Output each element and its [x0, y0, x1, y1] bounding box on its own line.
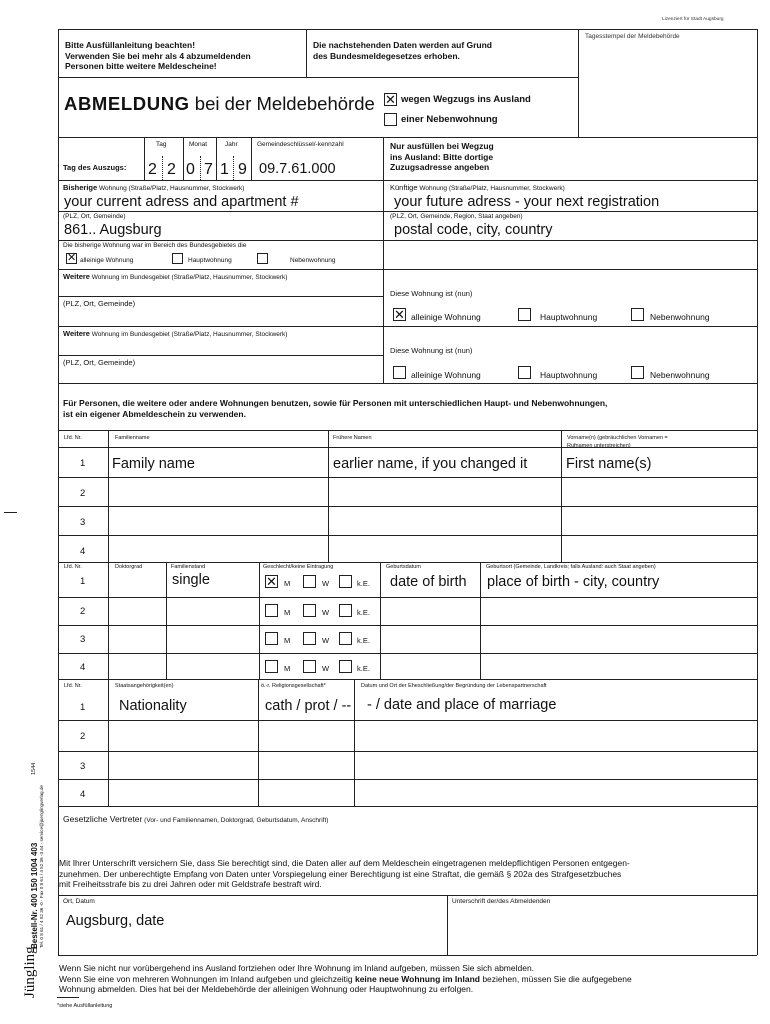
further-2-secondary-label: Nebenwohnung — [650, 370, 710, 380]
frame-right — [757, 29, 758, 904]
reason-secondary-label: einer Nebenwohnung — [401, 114, 498, 125]
further-city-1-label: (PLZ, Ort, Gemeinde) — [63, 299, 136, 308]
gender-m-checkbox[interactable]: ✕ — [266, 574, 277, 589]
names-row-nr: 3 — [80, 517, 86, 528]
details-header-degree: Doktorgrad — [115, 564, 143, 570]
previous-main-label: Hauptwohnung — [188, 257, 232, 264]
guardian-label: Gesetzliche Vertreter (Vor- und Familiennamen, Doktorgrad, Geburtsdatum, Anschrift) — [63, 814, 329, 824]
previous-secondary-checkbox[interactable] — [257, 253, 268, 264]
move-day-digit-2[interactable]: 2 — [167, 161, 176, 178]
month-label: Monat — [189, 141, 208, 148]
details-header-gender: Geschlecht/keine Eintragung — [263, 564, 334, 570]
nationality-row-nr: 1 — [80, 702, 86, 713]
religion-field[interactable]: cath / prot / -- — [265, 698, 352, 714]
reason-secondary-checkbox[interactable] — [384, 113, 397, 126]
legal-basis-text: Die nachstehenden Daten werden auf Grund des Bundesmeldegesetzes erhoben. — [313, 40, 493, 61]
nationality-header-marriage: Datum und Ort der Eheschließung/der Begründung der Lebenspartnerschaft — [361, 683, 547, 689]
move-year-digit-1[interactable]: 1 — [220, 161, 229, 178]
further-2-main-label: Hauptwohnung — [540, 370, 598, 380]
gender-m-label: M — [284, 608, 291, 617]
day-label: Tag — [156, 141, 167, 148]
marital-status-field[interactable]: single — [172, 572, 210, 588]
gender-w-label: W — [322, 608, 330, 617]
previous-sole-label: alleinige Wohnung — [80, 257, 134, 264]
persons-note: Für Personen, die weitere oder andere Wohnungen benutzen, sowie für Personen mit unterschiedlichen Haupt- und Nebenwohnungen, ist ein eigener Abmeldeschein zu verwenden. — [63, 398, 608, 419]
details-row-nr: 1 — [80, 576, 86, 587]
gender-m-checkbox[interactable] — [265, 604, 278, 617]
gender-w-label: W — [322, 579, 330, 588]
gender-m-label: M — [284, 664, 291, 673]
previous-secondary-label: Nebenwohnung — [290, 257, 336, 264]
previous-sole-checkbox[interactable]: ✕ — [67, 252, 77, 264]
gender-m-label: M — [284, 636, 291, 645]
reason-abroad-checkbox[interactable]: ✕ — [385, 92, 396, 107]
form-title: ABMELDUNG bei der Meldebehörde — [64, 93, 375, 114]
gender-ke-label: k.E. — [357, 664, 370, 673]
license-note: Lizenziert für Stadt Augsburg — [662, 17, 724, 22]
nationality-header-religion: ö.-r. Religionsgesellschaft* — [261, 683, 326, 689]
publisher-contact: Tel. 0 8 61 / 4 52 36 -0 · Fax 0 8 61 / 4 52 36 -3 44 · service@juenglingverlag.de — [39, 785, 44, 948]
further-1-sole-checkbox[interactable]: ✕ — [394, 307, 405, 322]
abroad-note: Nur ausfüllen bei Wegzug ins Ausland: Bitte dortige Zuzugsadresse angeben — [390, 141, 494, 172]
marriage-field[interactable]: - / date and place of marriage — [367, 697, 557, 713]
birthplace-field[interactable]: place of birth - city, country — [487, 574, 660, 590]
details-header-birthdate: Geburtsdatum — [386, 564, 421, 570]
move-day-digit-1[interactable]: 2 — [148, 161, 157, 178]
further-1-main-checkbox[interactable] — [518, 308, 531, 321]
names-row-nr: 1 — [80, 458, 86, 469]
further-1-sole-label: alleinige Wohnung — [411, 312, 481, 322]
future-city-field[interactable]: postal code, city, country — [394, 222, 553, 238]
names-row-nr: 4 — [80, 546, 86, 557]
birthdate-field[interactable]: date of birth — [390, 574, 467, 590]
move-month-digit-1[interactable]: 0 — [186, 161, 195, 178]
family-name-field[interactable]: Family name — [112, 456, 195, 472]
further-city-2-label: (PLZ, Ort, Gemeinde) — [63, 358, 136, 367]
nationality-header-nationality: Staatsangehörigkeit(en) — [115, 683, 174, 689]
nationality-header-nr: Lfd. Nr. — [64, 683, 82, 689]
details-header-birthplace: Geburtsort (Gemeinde, Landkreis; falls Ausland: auch Staat angeben) — [486, 564, 656, 570]
gender-ke-label: k.E. — [357, 636, 370, 645]
future-street-field[interactable]: your future adress - your next registration — [394, 194, 660, 210]
names-header-family: Familienname — [115, 435, 150, 441]
names-header-former: Frühere Namen — [333, 435, 372, 441]
gender-m-label: M — [284, 579, 291, 588]
year-label: Jahr — [225, 141, 238, 148]
move-year-digit-2[interactable]: 9 — [238, 161, 247, 178]
form-code: 1544 — [31, 762, 37, 775]
names-row-nr: 2 — [80, 488, 86, 499]
instructions-text: Bitte Ausfüllanleitung beachten! Verwenden Sie bei mehr als 4 abzumeldenden Personen bitte weitere Meldescheine! — [65, 40, 251, 71]
previous-type-question: Die bisherige Wohnung war im Bereich des Bundesgebietes die — [63, 242, 247, 249]
gender-ke-checkbox[interactable] — [339, 575, 352, 588]
gender-w-label: W — [322, 664, 330, 673]
previous-city-label: (PLZ, Ort, Gemeinde) — [63, 213, 126, 220]
place-date-label: Ort, Datum — [63, 898, 95, 905]
gender-w-checkbox[interactable] — [303, 604, 316, 617]
frame-left — [58, 29, 59, 904]
gender-w-label: W — [322, 636, 330, 645]
gender-w-checkbox[interactable] — [303, 575, 316, 588]
further-1-secondary-checkbox[interactable] — [631, 308, 644, 321]
previous-city-field[interactable]: 861.. Augsburg — [64, 222, 162, 238]
stamp-area-label: Tagesstempel der Meldebehörde — [585, 33, 680, 40]
municipality-code[interactable]: 09.7.61.000 — [259, 161, 336, 177]
names-header-first: Vorname(n) (gebräuchlichen Vornamen = Rufnamen unterstreichen) — [567, 435, 668, 449]
names-header-nr: Lfd. Nr. — [64, 435, 82, 441]
order-number: Bestell-Nr. 400 150 1004 403 — [30, 842, 39, 949]
gender-ke-label: k.E. — [357, 579, 370, 588]
further-2-secondary-checkbox[interactable] — [631, 366, 644, 379]
further-1-main-label: Hauptwohnung — [540, 312, 598, 322]
details-row-nr: 4 — [80, 662, 86, 673]
gender-ke-checkbox[interactable] — [339, 660, 352, 673]
further-status-1-label: Diese Wohnung ist (nun) — [390, 289, 473, 298]
footer-notice: Wenn Sie nicht nur vorübergehend ins Ausland fortziehen oder Ihre Wohnung im Inland aufgeben, müssen Sie sich abmelden. Wenn Sie eine von mehreren Wohnungen im Inland aufgeben und gleichzeitig keine neue Wohnung im Inland beziehen, müssen Sie die aufgegebene Wohnung abmelden. Dies hat bei der Meldebehörde der alleinigen Wohnung oder Hauptwohnung zu erfolgen. — [59, 963, 632, 994]
nationality-row-nr: 4 — [80, 789, 86, 800]
reason-abroad-label: wegen Wegzugs ins Ausland — [401, 94, 531, 105]
municipality-label: Gemeindeschlüssel/-kennzahl — [257, 141, 344, 148]
details-header-nr: Lfd. Nr. — [64, 564, 82, 570]
move-date-label: Tag des Auszugs: — [63, 163, 127, 172]
details-header-status: Familienstand — [171, 564, 206, 570]
declaration-text: Mit Ihrer Unterschrift versichern Sie, dass Sie berechtigt sind, die Daten aller auf dem Meldeschein eingetragenen meldepflichtigen Personen entgegen- zunehmen. Der unberechtigte Empfang von Daten unter Vorspiegelung einer Berechtigung ist eine Straftat, die gemäß § 202a des Strafgesetzbuches mit Freiheitsstrafe bis zu drei Jahren oder mit Geldstrafe bestraft wird. — [59, 858, 630, 889]
gender-m-checkbox[interactable] — [265, 660, 278, 673]
further-address-1-label: Weitere Wohnung im Bundesgebiet (Straße/Platz, Hausnummer, Stockwerk) — [63, 272, 288, 281]
previous-address-label: Bisherige Wohnung (Straße/Platz, Hausnummer, Stockwerk) — [63, 183, 245, 192]
further-status-2-label: Diese Wohnung ist (nun) — [390, 346, 473, 355]
signature-label: Unterschrift der/des Abmeldenden — [452, 898, 551, 905]
nationality-field[interactable]: Nationality — [119, 698, 187, 714]
gender-w-checkbox[interactable] — [303, 632, 316, 645]
future-address-label: Künftige Wohnung (Straße/Platz, Hausnummer, Stockwerk) — [390, 183, 565, 192]
frame-top — [58, 29, 757, 30]
nationality-row-nr: 2 — [80, 731, 86, 742]
former-name-field[interactable]: earlier name, if you changed it — [333, 456, 528, 472]
gender-ke-label: k.E. — [357, 608, 370, 617]
details-row-nr: 2 — [80, 606, 86, 617]
further-2-main-checkbox[interactable] — [518, 366, 531, 379]
gender-ke-checkbox[interactable] — [339, 604, 352, 617]
future-city-label: (PLZ, Ort, Gemeinde, Region, Staat angeben) — [390, 213, 523, 220]
further-2-sole-checkbox[interactable] — [393, 366, 406, 379]
fold-mark — [4, 512, 17, 513]
previous-main-checkbox[interactable] — [172, 253, 183, 264]
nationality-row-nr: 3 — [80, 761, 86, 772]
footnote: *siehe Ausfüllanleitung — [57, 1003, 113, 1009]
move-month-digit-2[interactable]: 7 — [204, 161, 213, 178]
gender-w-checkbox[interactable] — [303, 660, 316, 673]
signature-field[interactable] — [452, 908, 752, 952]
gender-ke-checkbox[interactable] — [339, 632, 352, 645]
details-row-nr: 3 — [80, 634, 86, 645]
publisher-logo: Jüngling — [22, 946, 38, 998]
place-date-field[interactable]: Augsburg, date — [66, 913, 165, 929]
further-address-2-label: Weitere Wohnung im Bundesgebiet (Straße/Platz, Hausnummer, Stockwerk) — [63, 329, 288, 338]
further-1-secondary-label: Nebenwohnung — [650, 312, 710, 322]
first-name-field[interactable]: First name(s) — [566, 456, 652, 472]
gender-m-checkbox[interactable] — [265, 632, 278, 645]
further-2-sole-label: alleinige Wohnung — [411, 370, 481, 380]
previous-street-field[interactable]: your current adress and apartment # — [64, 194, 299, 210]
